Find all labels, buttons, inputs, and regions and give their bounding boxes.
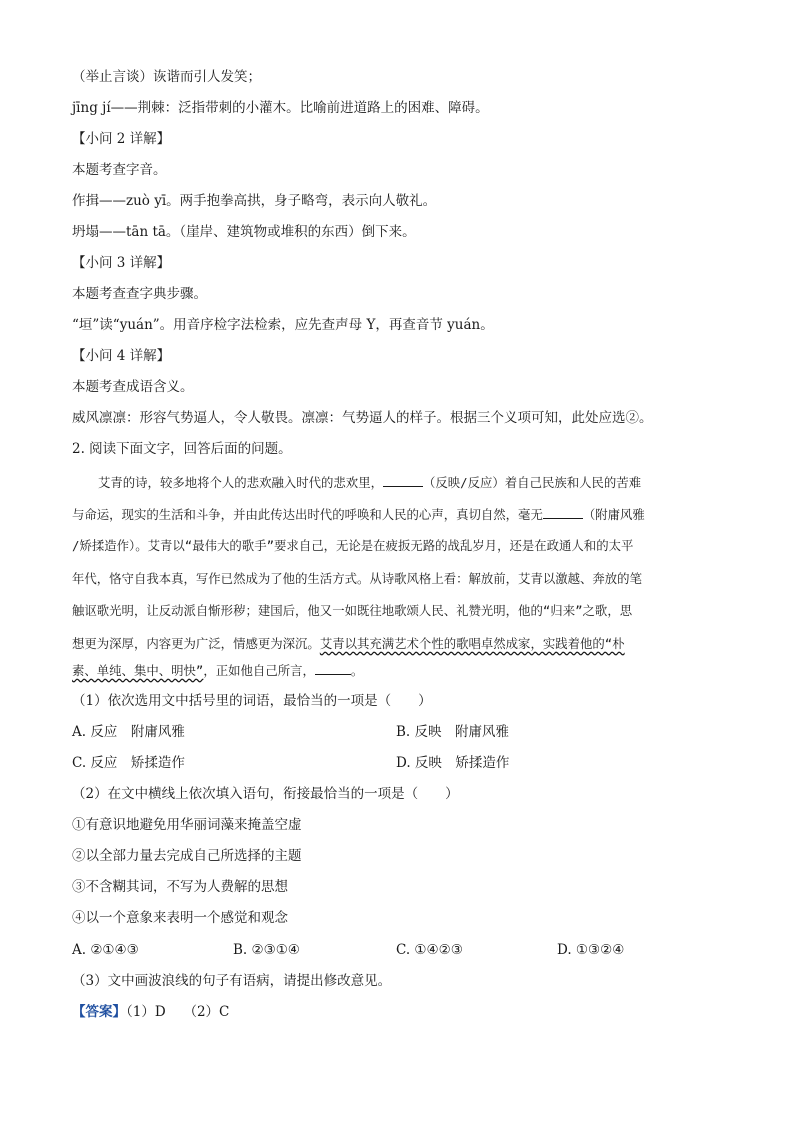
passage-line xyxy=(72,635,722,653)
passage-line xyxy=(98,473,748,492)
passage-line: /矫揉造作）。艾青以“最伟大的歌手”要求自己，无论是在疲扳无路的战乱岁月，还是在政通人和的太平 xyxy=(72,538,634,553)
fill-blank xyxy=(315,661,351,675)
passage-line: 年代，恪守自我本真，写作已然成为了他的生活方式。从诗歌风格上看：解放前，艾青以激越、奔放的笔 xyxy=(72,571,642,586)
passage-text: （附庸风雅 xyxy=(582,507,645,522)
text-line: 威风凛凛：形容气势逼人，令人敬畏。凛凛：气势逼人的样子。根据三个义项可知，此处应选②。 xyxy=(72,410,653,426)
question-stem: （2）在文中横线上依次填入语句，衔接最恰当的一项是（ ） xyxy=(72,786,459,802)
passage-text: 想更为深厚，内容更为广泛，情感更为深沉。 xyxy=(72,636,320,651)
answer-text: （1）D （2）C xyxy=(126,1004,230,1020)
option-d: D. 反映 矫揉造作 xyxy=(396,755,510,771)
question-stem: （1）依次选用文中括号里的词语，最恰当的一项是（ ） xyxy=(72,693,432,709)
passage-text: 艾青的诗，较多地将个人的悲欢融入时代的悲欢里， xyxy=(98,475,383,490)
option-c: C. ①④②③ xyxy=(396,942,463,958)
section-heading: 【小问 3 详解】 xyxy=(72,255,171,271)
text-line: 本题考查成语含义。 xyxy=(72,379,194,395)
text-line: “垣”读“yuán”。用音序检字法检索，应先查声母 Y，再查音节 yuán。 xyxy=(72,317,494,333)
text-line: 坍塌——tān tā。（崖岸、建筑物或堆积的东西）倒下来。 xyxy=(72,224,416,240)
question-stem: （3）文中画波浪线的句子有语病，请提出修改意见。 xyxy=(72,973,392,989)
option-b: B. 反映 附庸风雅 xyxy=(396,724,510,740)
text-line: 作揖——zuò yī。两手抱拳高拱，身子略弯，表示向人敬礼。 xyxy=(72,193,437,209)
sentence-item: ③不含糊其词，不写为人费解的思想 xyxy=(72,879,288,895)
passage-text: 与命运，现实的生活和斗争，并由此传达出时代的呼唤和人民的心声，真切自然，毫无 xyxy=(72,507,543,522)
passage-line xyxy=(72,661,722,680)
fill-blank xyxy=(383,473,423,487)
text-line: jīng jí——荆棘：泛指带刺的小灌木。比喻前进道路上的困难、障碍。 xyxy=(72,100,489,116)
option-a: A. 反应 附庸风雅 xyxy=(72,724,185,740)
answer-label: 【答案】 xyxy=(72,1004,126,1020)
option-d: D. ①③②④ xyxy=(557,942,625,958)
answer-line xyxy=(72,1003,229,1021)
sentence-item: ①有意识地避免用华丽词藻来掩盖空虚 xyxy=(72,817,302,833)
text-line: 本题考查字音。 xyxy=(72,162,167,178)
option-b: B. ②③①④ xyxy=(233,942,300,958)
option-a: A. ②①④③ xyxy=(72,942,139,958)
passage-line: 触讴歌光明，让反动派自惭形秽；建国后，他又一如既往地歌颂人民、礼赞光明，他的“归来”之歌，思 xyxy=(72,603,633,618)
section-heading: 【小问 2 详解】 xyxy=(72,131,171,147)
text-line: （举止言谈）诙谐而引人发笑； xyxy=(72,69,261,85)
sentence-item: ④以一个意象来表明一个感觉和观念 xyxy=(72,910,288,926)
passage-text: ，正如他自己所言， xyxy=(203,663,315,678)
section-heading: 【小问 4 详解】 xyxy=(72,348,171,364)
text-line: 本题考查查字典步骤。 xyxy=(72,286,207,302)
passage-line xyxy=(72,505,722,524)
sentence-item: ②以全部力量去完成自己所选择的主题 xyxy=(72,848,302,864)
fill-blank xyxy=(543,505,583,519)
wavy-underlined-sentence: 艾青以其充满艺术个性的歌唱卓然成家，实践着他的“朴 xyxy=(319,636,625,651)
question-title: 2. 阅读下面文字，回答后面的问题。 xyxy=(72,441,292,457)
passage-text: 。 xyxy=(350,663,364,678)
passage-text: （反映/反应）着自己民族和人民的苦难 xyxy=(422,475,642,490)
wavy-underlined-sentence: 素、单纯、集中、明快” xyxy=(72,663,204,678)
option-c: C. 反应 矫揉造作 xyxy=(72,755,185,771)
